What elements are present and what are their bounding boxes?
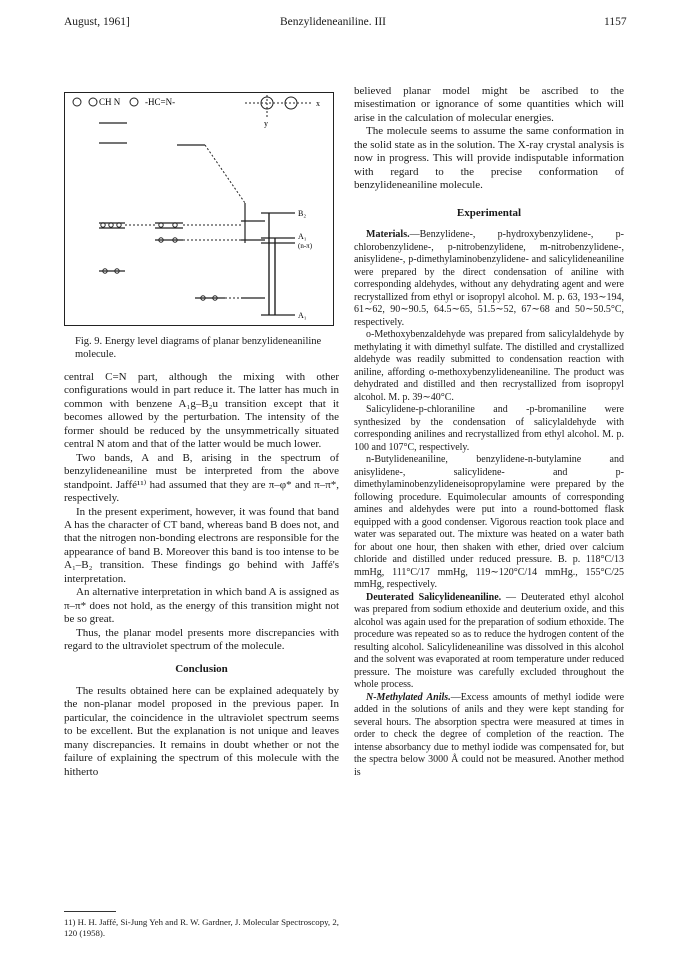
paragraph: n-Butylideneaniline, benzylidene-n-butylamine and anisylidene-, salicylidene- and p-dimethylaminobenzylideneisopropylamine were prepared by the following procedure. Equimolecular amounts of corresponding amines and aldehydes were put into a round-bottomed flask equipped with a good condenser. Vigorous reaction took place and water was separated out. The mixture was heated on a water bath for about one hour, then shaken with ether, dried over calcium chloride and distilled under reduced pressure. B. p. 118°C/13 mmHg, 111°C/17 mmHg, 119∼120°C/14 mmHg., 155°C/25 mmHg, respectively.	[354, 454, 624, 591]
run-in-heading: Materials.	[366, 229, 410, 241]
paragraph: The molecule seems to assume the same conformation in the solid state as in the solution. The X-ray crystal analysis is now in progress. This will provide indisputable information with regard to the precise conformation of benzylideneaniline molecule.	[354, 125, 624, 192]
degenerate-levels	[99, 221, 265, 242]
paragraph: In the present experiment, however, it was found that band A has the character of CT band, whereas band B does not, and that the nitrogen non-bonding electrons are responsible for the appearance of band B. Moreover this band is too intense to be A₁–B₂ transition. These findings go behind with Jaffé's interpretation.	[64, 505, 339, 585]
benzene-ring-icon	[130, 98, 138, 106]
paragraph: An alternative interpretation in which band A is assigned as π–π* does not hold, as the energy of this transition might not be so great.	[64, 586, 339, 626]
level-label-npi: (n-π)	[298, 242, 313, 250]
paragraph	[354, 229, 624, 329]
section-heading-conclusion: Conclusion	[175, 662, 228, 675]
page-number: 1157	[604, 16, 627, 28]
energy-level-svg	[65, 93, 333, 325]
left-column	[64, 371, 339, 779]
figure-energy-level-diagram	[64, 92, 334, 326]
level-label-a1-low: A₁	[298, 311, 307, 320]
paragraph: Salicylidene-p-chloraniline and -p-bromaniline were synthesized by the condensation of salicylaldehyde with corresponding anilines and recrystallized from ethyl alcohol. M. p. 100 and 107°C, respectively.	[354, 404, 624, 453]
paragraph	[354, 592, 624, 692]
figure-caption: Fig. 9. Energy level diagrams of planar benzylideneaniline molecule.	[75, 336, 322, 360]
running-header-date: August, 1961]	[64, 16, 130, 28]
paragraph: believed planar model might be ascribed to the misestimation or ignorance of some quantities which will arise in the calculation of molecular energies.	[354, 85, 624, 124]
paragraph: central C=N part, although the mixing with other configurations would in part reduce it. The latter has much in common with benzene A₁g–B₂u transition except that it becomes allowed by the perturbation. The intensity of the former should be reduced by the unsymmetrically situated central N atom and that of the latter would be much lower.	[64, 371, 339, 451]
right-column	[354, 85, 624, 779]
footnote: 11) H. H. Jaffé, Si-Jung Yeh and R. W. Gardner, J. Molecular Spectroscopy, 2, 120 (1958).	[64, 917, 339, 938]
paragraph-text: — Deuterated ethyl alcohol was prepared from sodium ethoxide and deuterium oxide, and this alcohol was again used for the preparation of sodium ethoxide. The procedure was repeated so as to reduce the hydrogen content of the resulting alcohol. Salicylideneaniline was dissolved in this alcohol and the solvent was evaporated at room temperature under reduced pressure. The moisture was carefully excluded throughout the whole process.	[354, 591, 624, 691]
paragraph-text: —Benzylidene-, p-hydroxybenzylidene-, p-chlorobenzylidene-, p-nitrobenzylidene, m-nitrobenzylidene-, anisylidene-, p-dimethylaminobenzylidene- and salicylideneaniline were prepared by the direct condensation of aniline with corresponding aldehydes, without any dehydrating agent and were recrystallized from ethyl or isopropyl alcohol. M. p. 63, 193∼194, 61∼62, 90∼90.5, 64.5∼65, 51.5∼52, 67∼68 and 50∼50.5°C, respectively.	[354, 229, 624, 328]
level-label-b2: B₂	[298, 209, 307, 218]
experimental-body	[354, 229, 624, 779]
paragraph: o-Methoxybenzaldehyde was prepared from salicylaldehyde by methylating it with dimethyl sulfate. The distilled and crystallized aldehyde was readily submitted to condensation reaction with aniline, affording o-methoxybenzylideneaniline. The product was dehydrated and distilled and then recrystallized from isopropyl alcohol. M. p. 39∼40°C.	[354, 329, 624, 403]
axis-y-label: y	[264, 119, 268, 128]
running-header-title: Benzylideneaniline. III	[280, 16, 387, 28]
footnote-rule	[64, 911, 116, 912]
benzene-ring-icon	[89, 98, 97, 106]
paragraph: Two bands, A and B, arising in the spectrum of benzylideneaniline must be interpreted from the above standpoint. Jaffé¹¹⁾ had assumed that they are π–φ* and π–π*, respectively.	[64, 451, 339, 505]
paragraph: Thus, the planar model presents more discrepancies with regard to the ultraviolet spectrum of the molecule.	[64, 626, 339, 653]
benzene-ring-icon	[73, 98, 81, 106]
run-in-heading: Deuterated Salicylideneaniline.	[366, 591, 502, 603]
bridge-label: -HC=N-	[145, 97, 176, 107]
paragraph	[354, 692, 624, 780]
axis-x-label: x	[316, 99, 320, 108]
section-heading-experimental: Experimental	[456, 206, 522, 219]
molecule-label: CH N	[99, 97, 121, 107]
correlation-line	[205, 145, 245, 203]
paragraph: The results obtained here can be explained adequately by the non-planar model proposed in the previous paper. In particular, the coincidence in the ultraviolet spectrum seems to be excellent. But the explanation is not unique and leaves many discrepancies. It remains in doubt whether or not the failure of explaining the spectrum of this molecule with the hitherto	[64, 684, 339, 778]
run-in-heading: N-Methylated Anils.	[366, 691, 451, 703]
paragraph-text: —Excess amounts of methyl iodide were added in the solutions of anils and they were kept standing for several hours. The absorption spectra were measured at times in order to check the degree of completion of the reaction. The intense absorbancy due to methyl iodide was compensated for, but the spectra below 3000 Å could not be measured. Another method is	[354, 691, 625, 778]
level-label-a1: A₁	[298, 232, 307, 241]
